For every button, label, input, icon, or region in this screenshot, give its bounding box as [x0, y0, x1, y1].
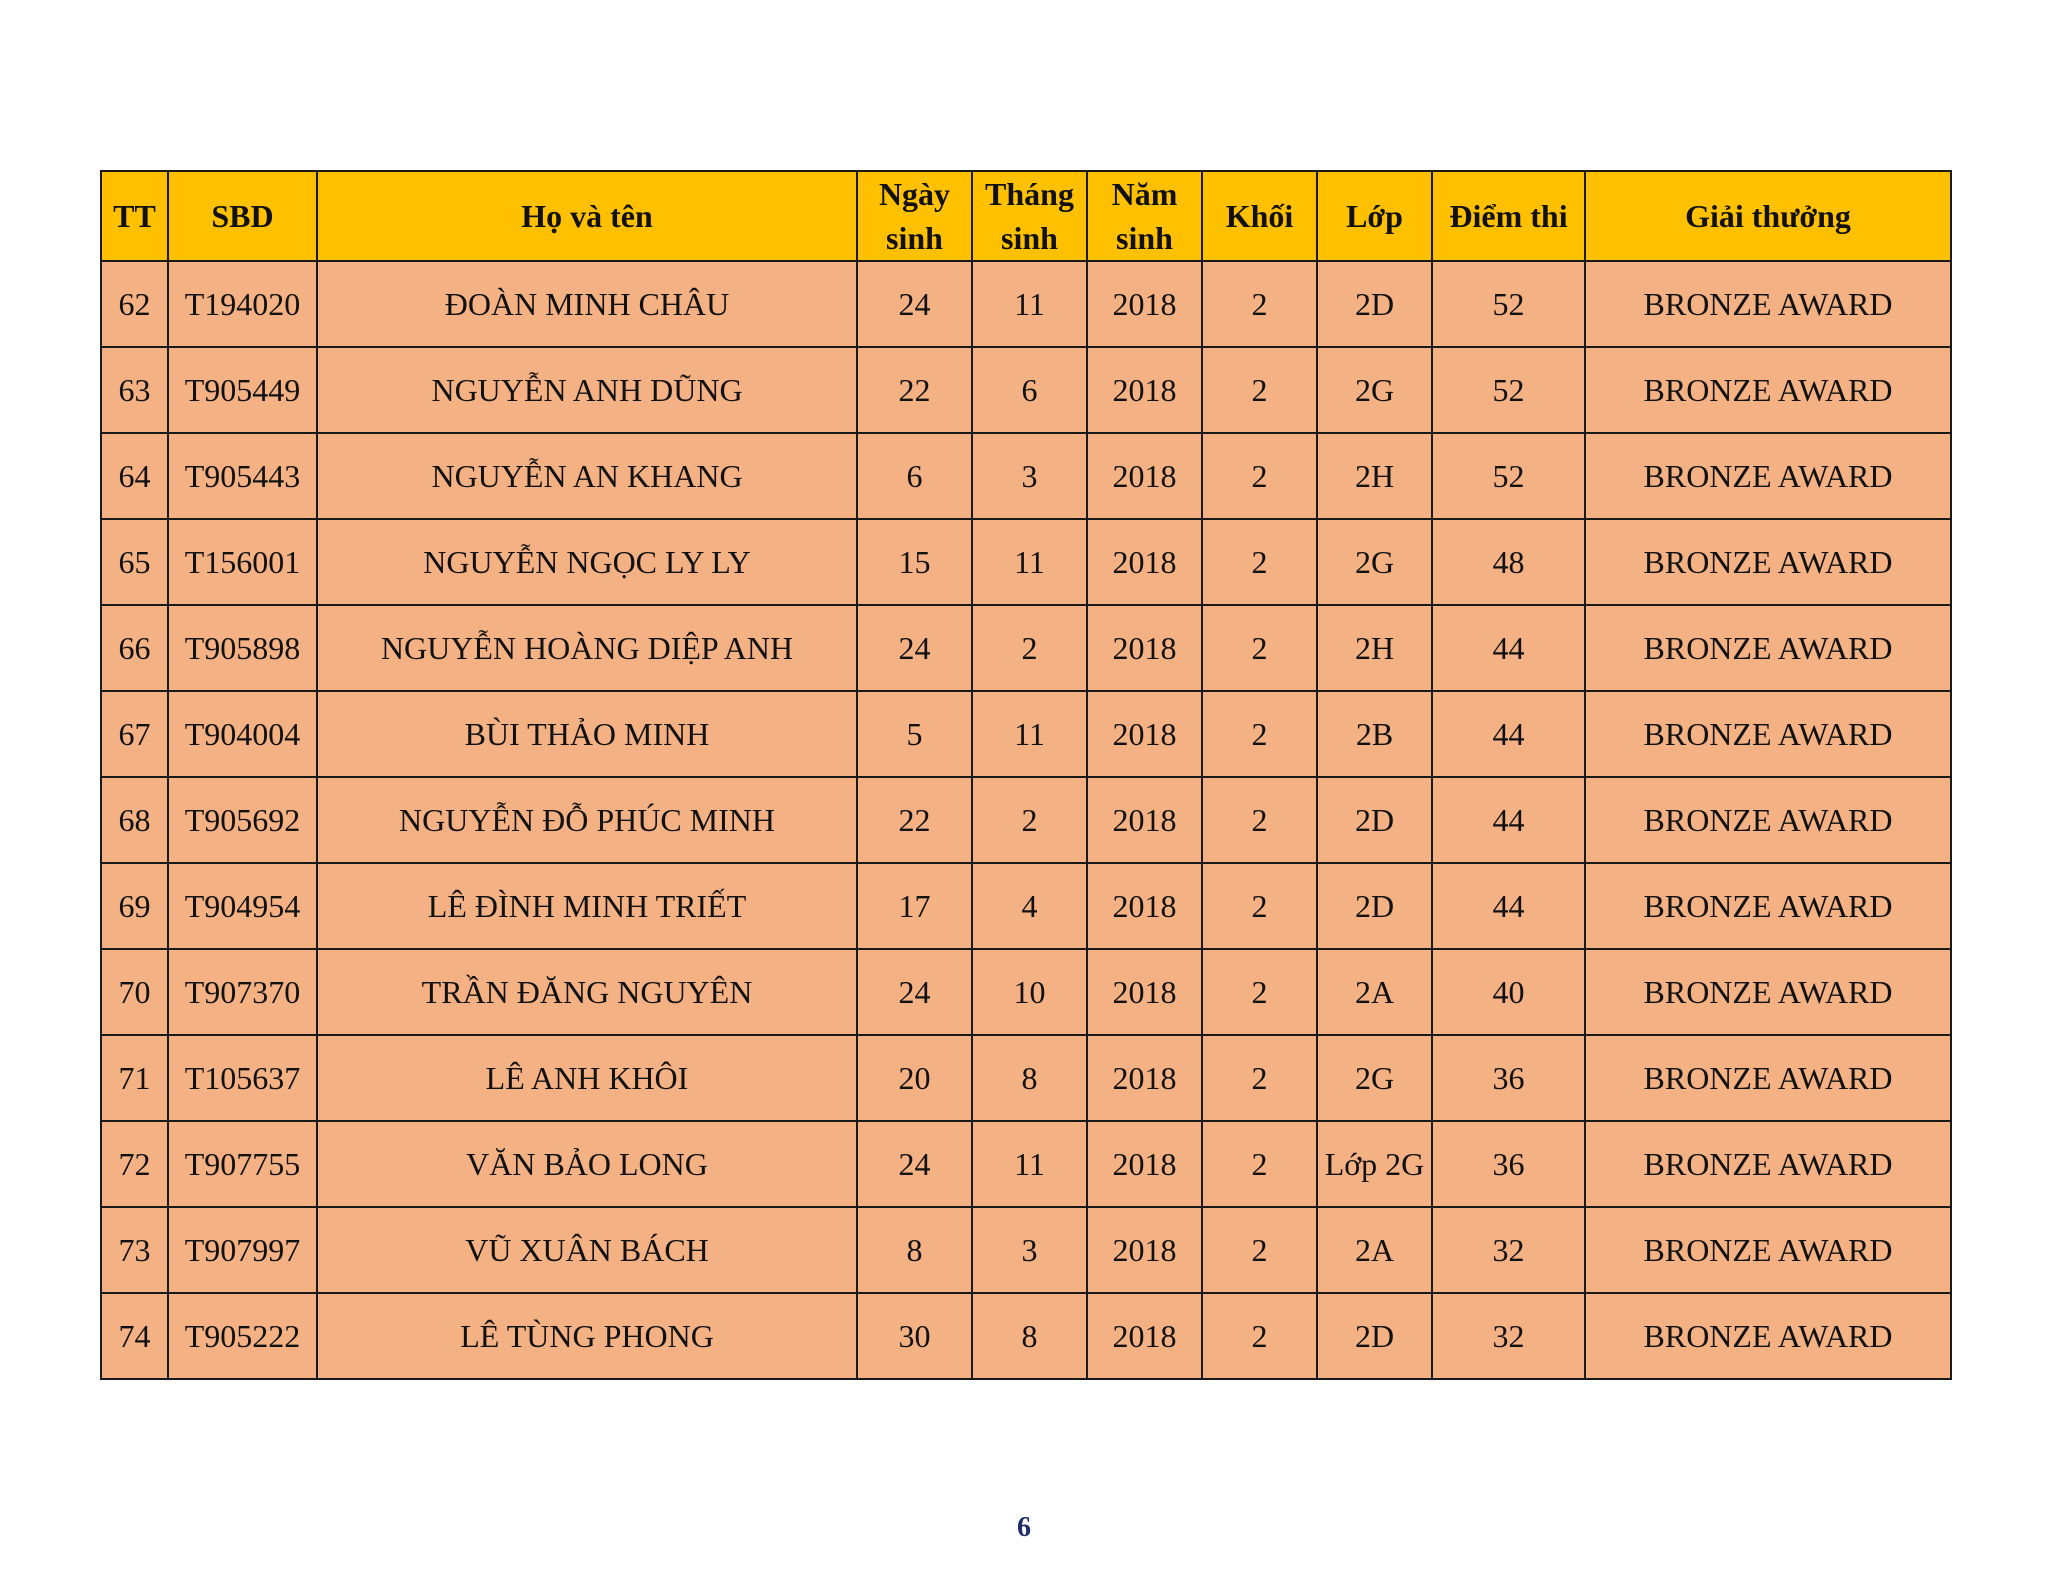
cell-class: 2G [1317, 519, 1432, 605]
cell-score: 44 [1432, 605, 1585, 691]
cell-award: BRONZE AWARD [1585, 863, 1951, 949]
cell-class: 2A [1317, 949, 1432, 1035]
table-row [101, 347, 1951, 433]
cell-tt: 62 [101, 261, 168, 347]
cell-grade: 2 [1202, 519, 1317, 605]
cell-full-name: BÙI THẢO MINH [317, 691, 857, 777]
cell-score: 44 [1432, 777, 1585, 863]
table-row [101, 261, 1951, 347]
cell-birth-year: 2018 [1087, 605, 1202, 691]
cell-birth-day: 24 [857, 1121, 972, 1207]
cell-score: 52 [1432, 433, 1585, 519]
cell-full-name: LÊ TÙNG PHONG [317, 1293, 857, 1379]
cell-score: 40 [1432, 949, 1585, 1035]
cell-full-name: NGUYỄN NGỌC LY LY [317, 519, 857, 605]
cell-birth-year: 2018 [1087, 1207, 1202, 1293]
cell-sbd: T905692 [168, 777, 317, 863]
cell-award: BRONZE AWARD [1585, 949, 1951, 1035]
cell-birth-year: 2018 [1087, 949, 1202, 1035]
table-row [101, 519, 1951, 605]
cell-full-name: NGUYỄN ANH DŨNG [317, 347, 857, 433]
header-class: Lớp [1317, 171, 1432, 261]
cell-sbd: T904004 [168, 691, 317, 777]
cell-birth-month: 11 [972, 691, 1087, 777]
cell-tt: 70 [101, 949, 168, 1035]
cell-full-name: VŨ XUÂN BÁCH [317, 1207, 857, 1293]
cell-award: BRONZE AWARD [1585, 1035, 1951, 1121]
cell-score: 44 [1432, 863, 1585, 949]
table-row [101, 777, 1951, 863]
table-row [101, 1121, 1951, 1207]
cell-award: BRONZE AWARD [1585, 347, 1951, 433]
cell-tt: 65 [101, 519, 168, 605]
cell-sbd: T907755 [168, 1121, 317, 1207]
cell-grade: 2 [1202, 261, 1317, 347]
header-birth-year: Năm sinh [1087, 171, 1202, 261]
cell-score: 52 [1432, 347, 1585, 433]
cell-birth-day: 22 [857, 777, 972, 863]
cell-sbd: T194020 [168, 261, 317, 347]
cell-class: 2D [1317, 863, 1432, 949]
cell-award: BRONZE AWARD [1585, 777, 1951, 863]
cell-grade: 2 [1202, 1035, 1317, 1121]
header-score: Điểm thi [1432, 171, 1585, 261]
cell-grade: 2 [1202, 433, 1317, 519]
cell-tt: 67 [101, 691, 168, 777]
cell-birth-day: 24 [857, 605, 972, 691]
cell-sbd: T905222 [168, 1293, 317, 1379]
cell-score: 32 [1432, 1293, 1585, 1379]
cell-birth-day: 15 [857, 519, 972, 605]
cell-birth-day: 30 [857, 1293, 972, 1379]
cell-grade: 2 [1202, 605, 1317, 691]
cell-tt: 71 [101, 1035, 168, 1121]
table-row [101, 949, 1951, 1035]
header-full-name: Họ và tên [317, 171, 857, 261]
cell-class: 2A [1317, 1207, 1432, 1293]
cell-tt: 69 [101, 863, 168, 949]
cell-sbd: T907997 [168, 1207, 317, 1293]
header-birth-day: Ngày sinh [857, 171, 972, 261]
cell-class: 2H [1317, 605, 1432, 691]
cell-birth-year: 2018 [1087, 691, 1202, 777]
results-table [100, 170, 1952, 1380]
cell-grade: 2 [1202, 777, 1317, 863]
cell-class: 2H [1317, 433, 1432, 519]
header-birth-month: Tháng sinh [972, 171, 1087, 261]
cell-award: BRONZE AWARD [1585, 691, 1951, 777]
cell-birth-year: 2018 [1087, 347, 1202, 433]
cell-birth-month: 6 [972, 347, 1087, 433]
table-row [101, 1207, 1951, 1293]
cell-birth-day: 20 [857, 1035, 972, 1121]
cell-award: BRONZE AWARD [1585, 1293, 1951, 1379]
cell-birth-month: 10 [972, 949, 1087, 1035]
cell-birth-day: 8 [857, 1207, 972, 1293]
cell-birth-year: 2018 [1087, 1293, 1202, 1379]
header-sbd: SBD [168, 171, 317, 261]
cell-class: 2D [1317, 777, 1432, 863]
cell-tt: 66 [101, 605, 168, 691]
cell-birth-month: 11 [972, 519, 1087, 605]
cell-tt: 68 [101, 777, 168, 863]
table-row [101, 433, 1951, 519]
cell-class: 2G [1317, 347, 1432, 433]
cell-grade: 2 [1202, 1207, 1317, 1293]
cell-birth-month: 8 [972, 1035, 1087, 1121]
cell-award: BRONZE AWARD [1585, 1207, 1951, 1293]
page-number: 6 [1017, 1512, 1031, 1543]
cell-birth-month: 11 [972, 261, 1087, 347]
cell-birth-day: 24 [857, 949, 972, 1035]
cell-birth-month: 8 [972, 1293, 1087, 1379]
cell-score: 48 [1432, 519, 1585, 605]
cell-grade: 2 [1202, 347, 1317, 433]
header-tt: TT [101, 171, 168, 261]
cell-birth-year: 2018 [1087, 863, 1202, 949]
cell-score: 32 [1432, 1207, 1585, 1293]
cell-sbd: T105637 [168, 1035, 317, 1121]
table-row [101, 1035, 1951, 1121]
cell-birth-month: 2 [972, 777, 1087, 863]
cell-grade: 2 [1202, 1293, 1317, 1379]
cell-class: 2D [1317, 1293, 1432, 1379]
cell-birth-year: 2018 [1087, 1035, 1202, 1121]
cell-birth-year: 2018 [1087, 519, 1202, 605]
cell-birth-year: 2018 [1087, 433, 1202, 519]
cell-award: BRONZE AWARD [1585, 519, 1951, 605]
cell-birth-year: 2018 [1087, 261, 1202, 347]
cell-award: BRONZE AWARD [1585, 433, 1951, 519]
cell-tt: 74 [101, 1293, 168, 1379]
cell-grade: 2 [1202, 949, 1317, 1035]
cell-grade: 2 [1202, 691, 1317, 777]
cell-sbd: T905443 [168, 433, 317, 519]
cell-sbd: T905449 [168, 347, 317, 433]
cell-class: 2D [1317, 261, 1432, 347]
cell-full-name: LÊ ANH KHÔI [317, 1035, 857, 1121]
cell-score: 36 [1432, 1035, 1585, 1121]
cell-birth-year: 2018 [1087, 1121, 1202, 1207]
cell-sbd: T907370 [168, 949, 317, 1035]
cell-birth-day: 22 [857, 347, 972, 433]
cell-birth-day: 6 [857, 433, 972, 519]
cell-birth-month: 3 [972, 1207, 1087, 1293]
cell-class: Lớp 2G [1317, 1121, 1432, 1207]
cell-birth-month: 3 [972, 433, 1087, 519]
cell-tt: 72 [101, 1121, 168, 1207]
table-row [101, 691, 1951, 777]
table-row [101, 863, 1951, 949]
cell-score: 44 [1432, 691, 1585, 777]
cell-full-name: NGUYỄN ĐỖ PHÚC MINH [317, 777, 857, 863]
cell-tt: 73 [101, 1207, 168, 1293]
cell-class: 2B [1317, 691, 1432, 777]
cell-score: 36 [1432, 1121, 1585, 1207]
cell-score: 52 [1432, 261, 1585, 347]
cell-full-name: NGUYỄN AN KHANG [317, 433, 857, 519]
cell-birth-day: 24 [857, 261, 972, 347]
cell-full-name: VĂN BẢO LONG [317, 1121, 857, 1207]
cell-class: 2G [1317, 1035, 1432, 1121]
cell-tt: 64 [101, 433, 168, 519]
cell-full-name: TRẦN ĐĂNG NGUYÊN [317, 949, 857, 1035]
header-grade: Khối [1202, 171, 1317, 261]
table-header-row [101, 171, 1951, 261]
table-row [101, 1293, 1951, 1379]
table-row [101, 605, 1951, 691]
cell-grade: 2 [1202, 863, 1317, 949]
cell-birth-month: 2 [972, 605, 1087, 691]
cell-birth-month: 4 [972, 863, 1087, 949]
cell-full-name: LÊ ĐÌNH MINH TRIẾT [317, 863, 857, 949]
cell-award: BRONZE AWARD [1585, 605, 1951, 691]
cell-award: BRONZE AWARD [1585, 261, 1951, 347]
table-body [101, 261, 1951, 1379]
cell-full-name: NGUYỄN HOÀNG DIỆP ANH [317, 605, 857, 691]
cell-birth-day: 5 [857, 691, 972, 777]
cell-sbd: T156001 [168, 519, 317, 605]
cell-birth-day: 17 [857, 863, 972, 949]
cell-full-name: ĐOÀN MINH CHÂU [317, 261, 857, 347]
cell-award: BRONZE AWARD [1585, 1121, 1951, 1207]
header-award: Giải thưởng [1585, 171, 1951, 261]
cell-grade: 2 [1202, 1121, 1317, 1207]
cell-sbd: T904954 [168, 863, 317, 949]
cell-tt: 63 [101, 347, 168, 433]
cell-sbd: T905898 [168, 605, 317, 691]
cell-birth-year: 2018 [1087, 777, 1202, 863]
cell-birth-month: 11 [972, 1121, 1087, 1207]
